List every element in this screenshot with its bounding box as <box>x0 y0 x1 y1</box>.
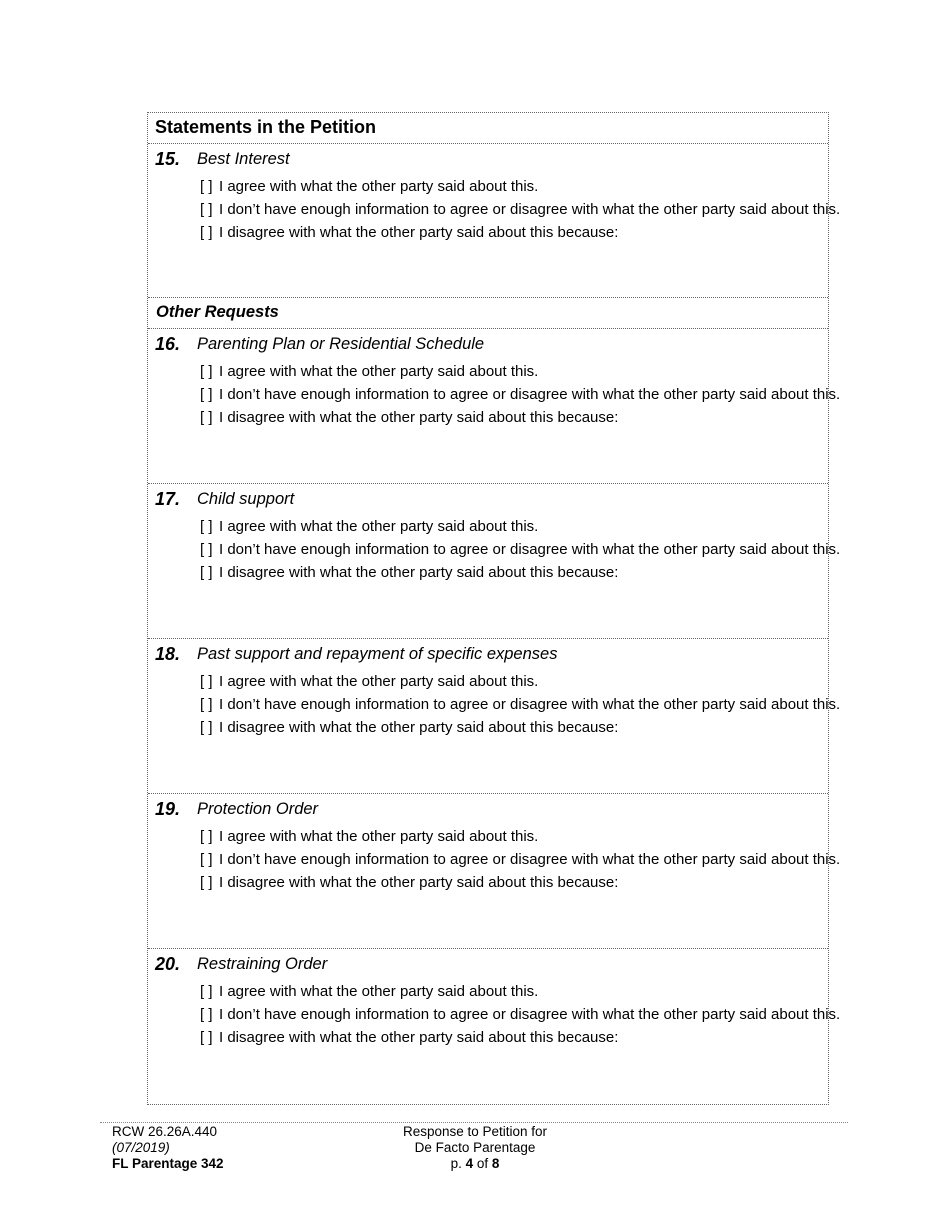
form-title-line1: Response to Petition for <box>402 1124 548 1139</box>
agree-label: I agree with what the other party said about this. <box>219 178 539 195</box>
section-title: Parenting Plan or Residential Schedule <box>197 335 485 353</box>
section-number: 16. <box>155 334 181 354</box>
not-enough-info-checkbox[interactable]: [ ] <box>200 851 213 868</box>
disagree-checkbox[interactable]: [ ] <box>200 719 213 736</box>
section-number: 19. <box>155 799 181 819</box>
section-number: 15. <box>155 149 181 169</box>
other-requests-heading: Other Requests <box>148 298 828 329</box>
section-17 <box>148 484 841 639</box>
disagree-checkbox[interactable]: [ ] <box>200 874 213 891</box>
form-date: (07/2019) <box>112 1140 170 1155</box>
response-form <box>147 112 841 1105</box>
footer-left <box>112 1124 224 1172</box>
section-title: Protection Order <box>197 800 319 818</box>
footer-center <box>400 1124 550 1172</box>
disagree-label: I disagree with what the other party said about this because: <box>219 719 619 736</box>
disagree-label: I disagree with what the other party said about this because: <box>219 224 619 241</box>
section-18 <box>148 639 841 794</box>
section-title: Past support and repayment of specific expenses <box>197 645 558 663</box>
agree-label: I agree with what the other party said about this. <box>219 673 539 690</box>
form-header: Statements in the Petition <box>148 113 828 144</box>
form-title-line2: De Facto Parentage <box>414 1140 536 1155</box>
disagree-checkbox[interactable]: [ ] <box>200 224 213 241</box>
section-16 <box>148 329 841 484</box>
not-enough-info-checkbox[interactable]: [ ] <box>200 541 213 558</box>
section-15 <box>148 144 841 298</box>
agree-checkbox[interactable]: [ ] <box>200 828 213 845</box>
agree-label: I agree with what the other party said about this. <box>219 983 539 1000</box>
disagree-label: I disagree with what the other party said about this because: <box>219 1029 619 1046</box>
agree-label: I agree with what the other party said about this. <box>219 518 539 535</box>
not-enough-info-checkbox[interactable]: [ ] <box>200 1006 213 1023</box>
section-19 <box>148 794 841 949</box>
disagree-label: I disagree with what the other party said about this because: <box>219 409 619 426</box>
section-title: Restraining Order <box>197 955 328 973</box>
disagree-label: I disagree with what the other party said about this because: <box>219 874 619 891</box>
agree-label: I agree with what the other party said about this. <box>219 828 539 845</box>
agree-checkbox[interactable]: [ ] <box>200 673 213 690</box>
section-title: Child support <box>197 490 295 508</box>
agree-checkbox[interactable]: [ ] <box>200 178 213 195</box>
not-enough-info-label: I don’t have enough information to agree or disagree with what the other party said about this. <box>219 696 841 713</box>
page-footer <box>100 1122 848 1171</box>
disagree-checkbox[interactable]: [ ] <box>200 1029 213 1046</box>
section-number: 17. <box>155 489 181 509</box>
disagree-checkbox[interactable]: [ ] <box>200 564 213 581</box>
agree-checkbox[interactable]: [ ] <box>200 363 213 380</box>
section-title: Best Interest <box>197 150 290 168</box>
not-enough-info-checkbox[interactable]: [ ] <box>200 696 213 713</box>
disagree-label: I disagree with what the other party said about this because: <box>219 564 619 581</box>
agree-checkbox[interactable]: [ ] <box>200 518 213 535</box>
section-number: 20. <box>155 954 181 974</box>
page-number: p. 4 of 8 <box>450 1156 500 1171</box>
not-enough-info-checkbox[interactable]: [ ] <box>200 201 213 218</box>
section-number: 18. <box>155 644 181 664</box>
form-id: FL Parentage 342 <box>112 1156 224 1171</box>
not-enough-info-label: I don’t have enough information to agree or disagree with what the other party said about this. <box>219 541 841 558</box>
agree-checkbox[interactable]: [ ] <box>200 983 213 1000</box>
section-20 <box>148 949 841 1104</box>
not-enough-info-label: I don’t have enough information to agree or disagree with what the other party said about this. <box>219 201 841 218</box>
not-enough-info-checkbox[interactable]: [ ] <box>200 386 213 403</box>
not-enough-info-label: I don’t have enough information to agree or disagree with what the other party said about this. <box>219 386 841 403</box>
agree-label: I agree with what the other party said about this. <box>219 363 539 380</box>
disagree-checkbox[interactable]: [ ] <box>200 409 213 426</box>
not-enough-info-label: I don’t have enough information to agree or disagree with what the other party said about this. <box>219 1006 841 1023</box>
not-enough-info-label: I don’t have enough information to agree or disagree with what the other party said about this. <box>219 851 841 868</box>
rcw-citation: RCW 26.26A.440 <box>112 1124 218 1139</box>
